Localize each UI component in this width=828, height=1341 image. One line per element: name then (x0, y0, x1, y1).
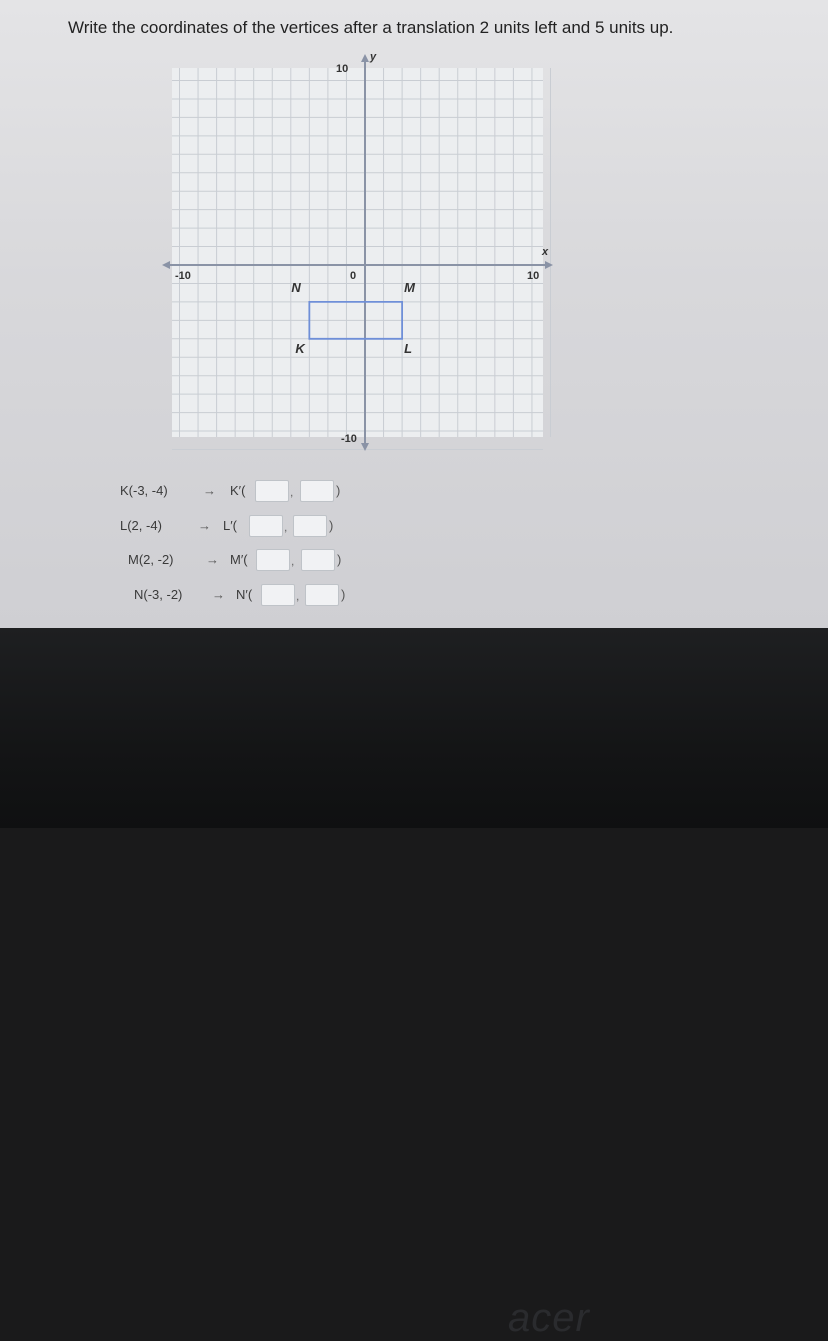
x-coordinate-input[interactable] (249, 515, 283, 537)
x-axis-label: x (542, 246, 549, 258)
vertex-label: L (404, 340, 413, 356)
tick-label-origin: 0 (350, 270, 357, 282)
x-axis-arrow-right (545, 261, 553, 269)
arrow-icon: → (206, 552, 219, 567)
original-point: N(-3, -2) (134, 586, 183, 602)
arrow-icon: → (212, 586, 225, 602)
y-coordinate-input[interactable] (301, 549, 335, 571)
y-axis-label: y (370, 51, 377, 63)
x-coordinate-input[interactable] (255, 480, 289, 502)
comma-separator: , (296, 588, 300, 603)
tick-label-x-max: 10 (527, 270, 540, 282)
comma-separator: , (284, 519, 288, 534)
arrow-icon: → (203, 483, 216, 498)
original-point: M(2, -2) (128, 552, 174, 567)
vertex-label: K (295, 340, 305, 356)
tick-label-y-max: 10 (336, 63, 349, 75)
x-coordinate-input[interactable] (261, 584, 295, 606)
answer-row-m (108, 549, 408, 571)
image-point-label: M′( (230, 552, 248, 567)
answer-row-k (108, 480, 408, 502)
close-paren: ) (341, 586, 346, 602)
brand-logo: acer (508, 1296, 590, 1340)
image-point-label: L′( (223, 517, 237, 533)
tick-label-y-min: -10 (341, 433, 357, 445)
answer-row-n (108, 584, 408, 606)
comma-separator: , (291, 554, 295, 568)
original-point: K(-3, -4) (120, 483, 168, 498)
arrow-icon: → (198, 517, 211, 533)
question-text: Write the coordinates of the vertices after a translation 2 units left and 5 units up. (68, 18, 674, 37)
close-paren: ) (329, 517, 334, 533)
y-coordinate-input[interactable] (293, 515, 327, 537)
close-paren: ) (336, 483, 341, 498)
x-coordinate-input[interactable] (256, 549, 290, 571)
vertex-label: N (291, 279, 301, 295)
close-paren: ) (337, 552, 342, 567)
answer-list (108, 480, 408, 618)
laptop-bezel (0, 628, 828, 1340)
tick-label-x-min: -10 (175, 270, 191, 282)
answer-row-l (108, 515, 408, 537)
image-point-label: K′( (230, 483, 246, 498)
y-axis-arrow-up (361, 54, 369, 62)
image-point-label: N′( (236, 586, 253, 602)
x-axis-arrow-left (162, 261, 170, 269)
original-point: L(2, -4) (120, 517, 162, 533)
comma-separator: , (290, 485, 294, 499)
grid-background (172, 68, 543, 437)
y-coordinate-input[interactable] (305, 584, 339, 606)
vertex-label: M (404, 279, 415, 295)
y-coordinate-input[interactable] (300, 480, 334, 502)
screen (0, 0, 828, 628)
